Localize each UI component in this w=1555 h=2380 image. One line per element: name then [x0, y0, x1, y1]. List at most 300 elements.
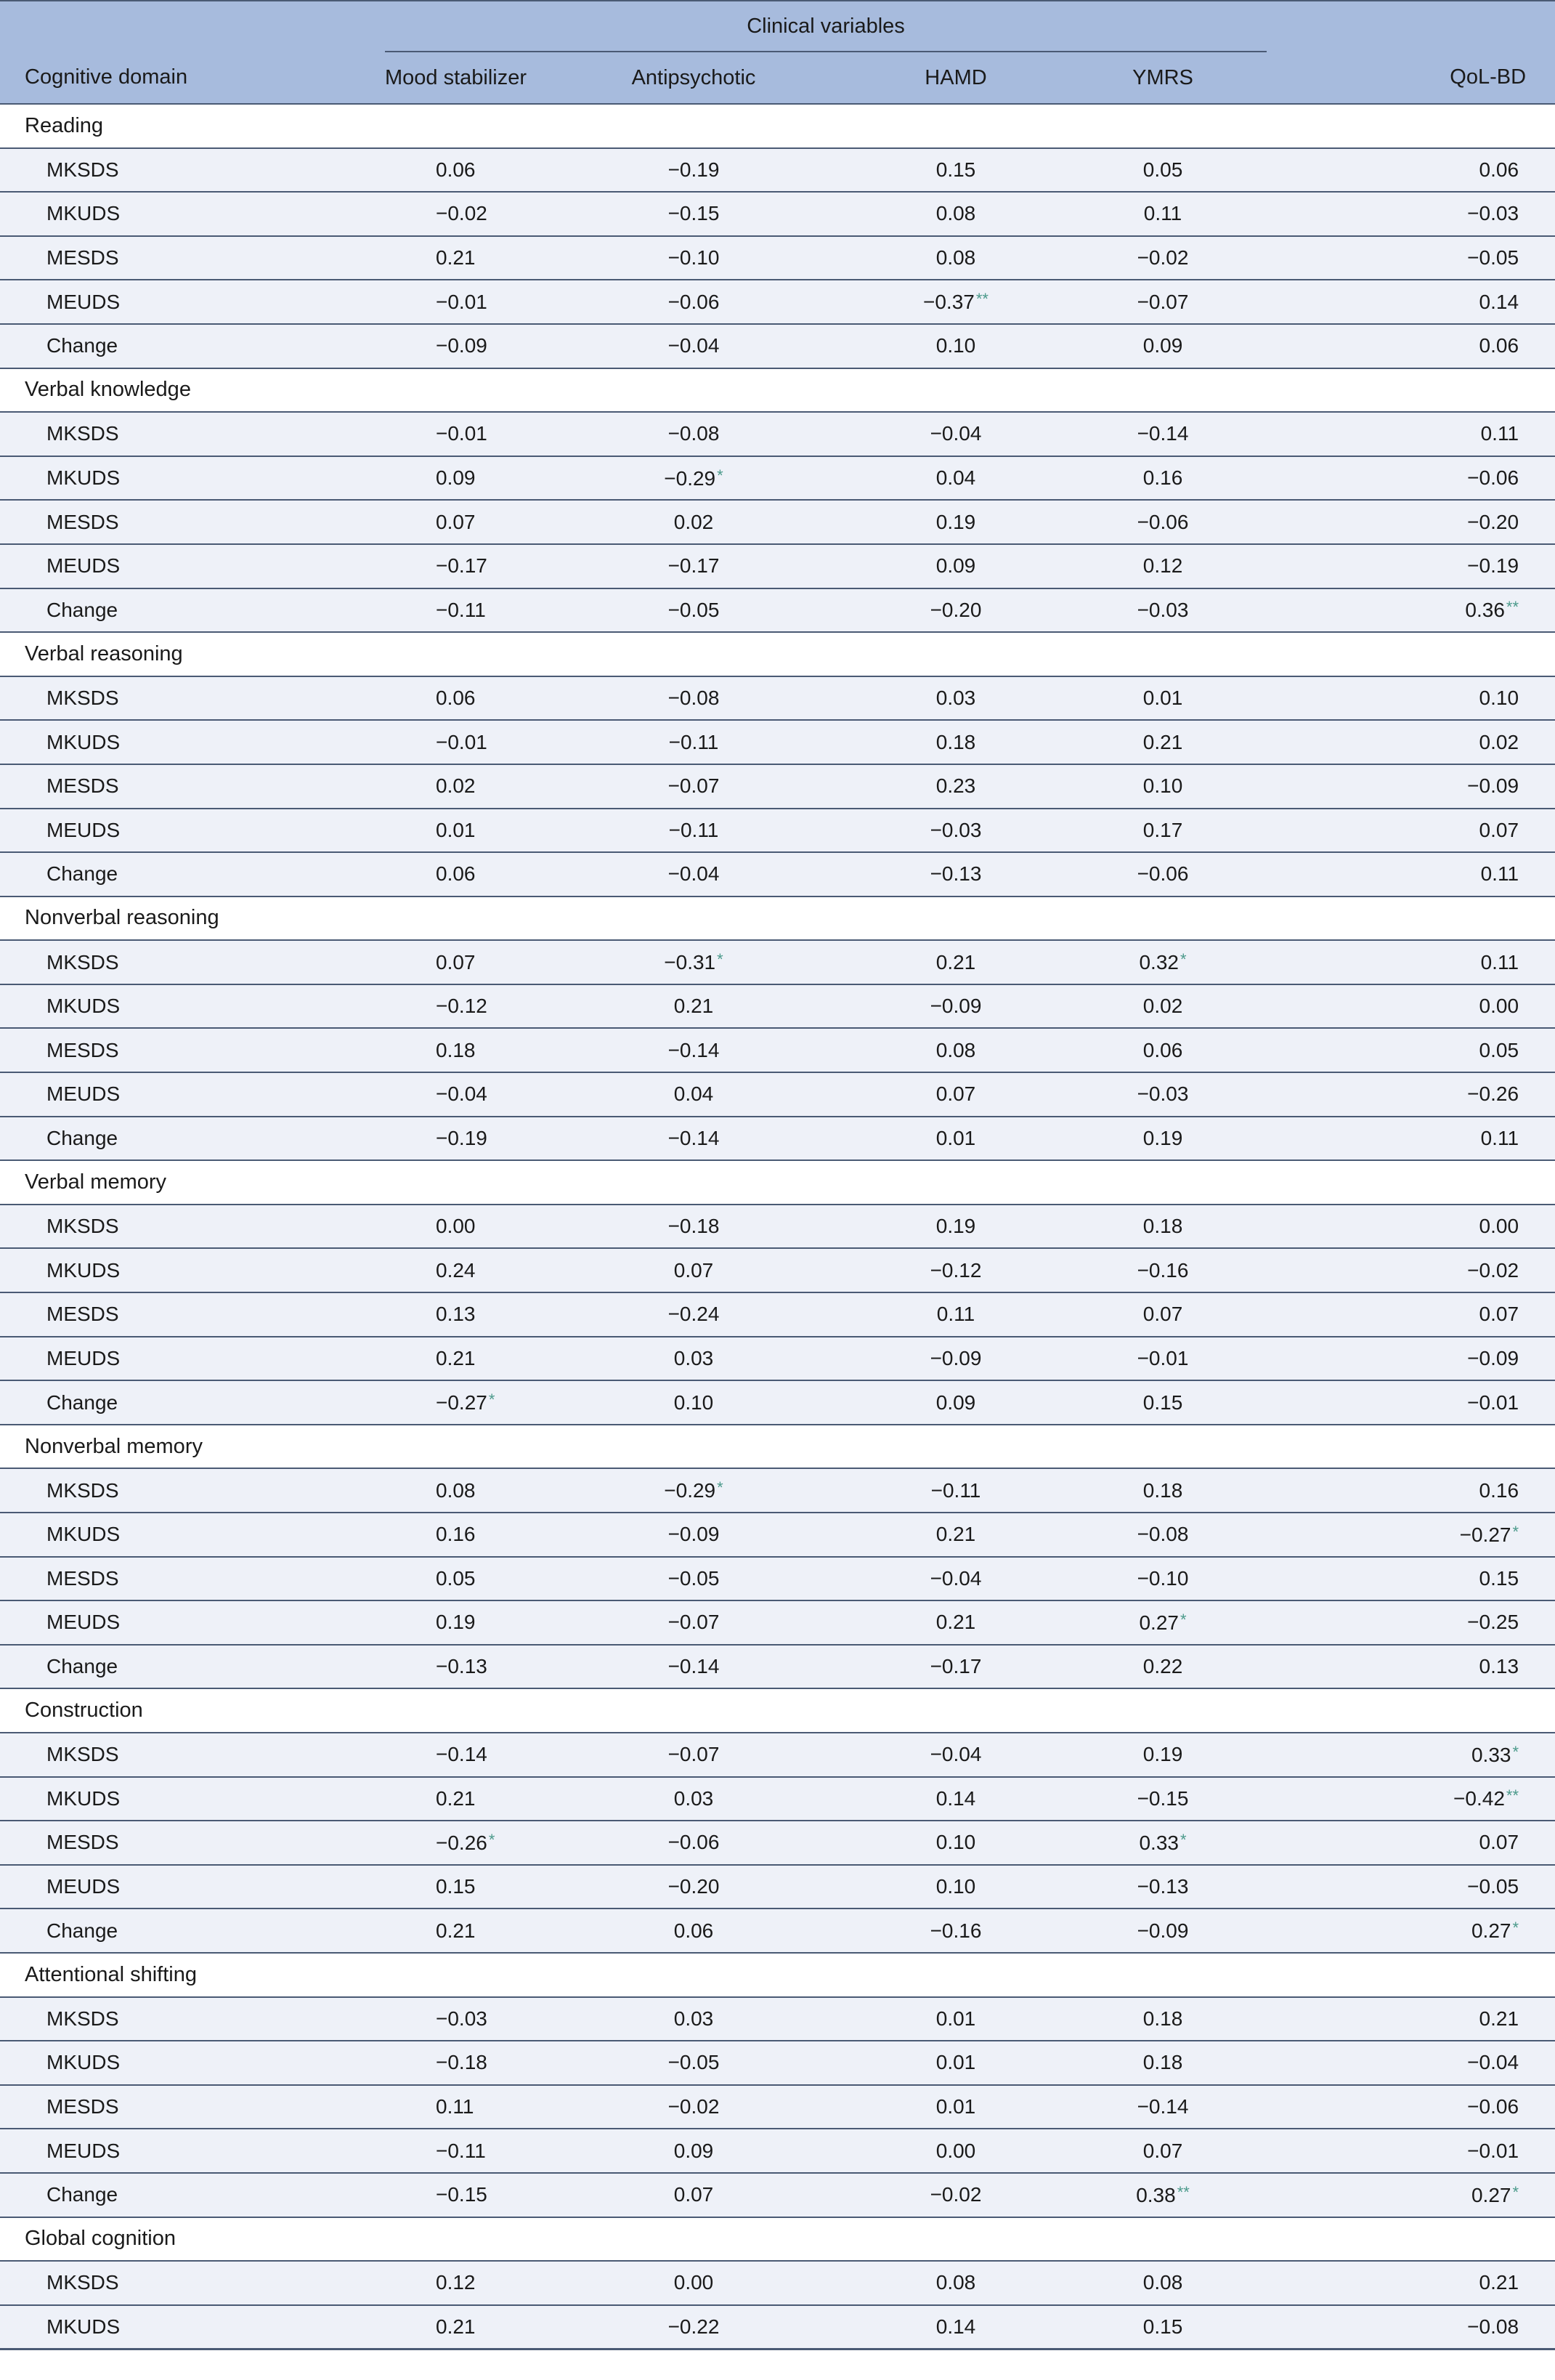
- cell-value: 0.00: [935, 2139, 976, 2162]
- clinical-variables-header: Clinical variables: [385, 1, 1267, 52]
- cell-ymrs: [1059, 1645, 1267, 1689]
- section-label: Global cognition: [0, 2217, 1555, 2262]
- cell-value: −0.15: [436, 2183, 487, 2206]
- cell-hamd: [853, 676, 1059, 721]
- cell-value: −0.14: [436, 1743, 487, 1766]
- cell-antipsychotic: [535, 1821, 853, 1865]
- cell-antipsychotic: [535, 720, 853, 764]
- cell-mood-stabilizer: [385, 1600, 535, 1645]
- cell-antipsychotic: [535, 1248, 853, 1292]
- cell-ymrs: [1059, 1777, 1267, 1821]
- cell-antipsychotic: [535, 1468, 853, 1513]
- row-label: MEUDS: [0, 280, 385, 324]
- cell-value: −0.02: [1137, 246, 1189, 270]
- cell-value: 0.36: [1465, 599, 1505, 622]
- cell-value: 0.08: [935, 2271, 976, 2294]
- cell-value: 0.17: [1142, 818, 1183, 841]
- cell-hamd: [853, 148, 1059, 193]
- row-label: MKSDS: [0, 2261, 385, 2305]
- cell-mood-stabilizer: [385, 2173, 535, 2217]
- cell-value: −0.02: [930, 2183, 982, 2206]
- row-label: MEUDS: [0, 1072, 385, 1117]
- cell-antipsychotic: [535, 852, 853, 896]
- cell-ymrs: [1059, 1028, 1267, 1072]
- cell-value: −0.14: [667, 1126, 720, 1149]
- table-row: [0, 1600, 1555, 1645]
- cell-value: 0.09: [1142, 334, 1183, 357]
- row-label: Change: [0, 1380, 385, 1425]
- cell-qol-bd: [1267, 1205, 1555, 1249]
- cell-antipsychotic: [535, 1117, 853, 1161]
- table-row: [0, 148, 1555, 193]
- cell-value: −0.03: [1137, 1082, 1189, 1106]
- row-label: MKUDS: [0, 2305, 385, 2349]
- cell-ymrs: [1059, 940, 1267, 984]
- cell-mood-stabilizer: [385, 2261, 535, 2305]
- cell-antipsychotic: [535, 940, 853, 984]
- table-row: [0, 1028, 1555, 1072]
- cell-value: 0.27: [1471, 2183, 1511, 2206]
- col-header-mood-stabilizer: Mood stabilizer: [385, 52, 535, 104]
- cell-value: 0.33: [1471, 1743, 1511, 1766]
- cell-hamd: [853, 940, 1059, 984]
- cell-hamd: [853, 588, 1059, 633]
- cell-ymrs: [1059, 1821, 1267, 1865]
- row-label: MESDS: [0, 764, 385, 809]
- cell-value: −0.12: [436, 995, 487, 1018]
- cell-mood-stabilizer: [385, 1997, 535, 2041]
- cell-antipsychotic: [535, 1028, 853, 1072]
- table-row: [0, 940, 1555, 984]
- cell-value: 0.19: [935, 510, 976, 533]
- cell-ymrs: [1059, 676, 1267, 721]
- cell-mood-stabilizer: [385, 2041, 535, 2085]
- cell-value: −0.08: [667, 687, 720, 710]
- cell-ymrs: [1059, 720, 1267, 764]
- cell-value: −0.08: [1137, 1523, 1189, 1546]
- cell-qol-bd: [1267, 500, 1555, 544]
- cell-antipsychotic: [535, 2129, 853, 2173]
- table-row: [0, 852, 1555, 896]
- cell-mood-stabilizer: [385, 1557, 535, 1601]
- cell-value: −0.12: [930, 1258, 982, 1282]
- cell-value: 0.38: [1136, 2183, 1176, 2206]
- cell-hamd: [853, 1513, 1059, 1557]
- cell-antipsychotic: [535, 2085, 853, 2129]
- cell-value: −0.26: [436, 1831, 487, 1854]
- cell-value: 0.06: [673, 1919, 714, 1942]
- cell-value: 0.05: [436, 1566, 476, 1590]
- cell-value: −0.16: [1137, 1258, 1189, 1282]
- cell-hamd: [853, 1468, 1059, 1513]
- cell-mood-stabilizer: [385, 544, 535, 588]
- cell-mood-stabilizer: [385, 500, 535, 544]
- cell-ymrs: [1059, 544, 1267, 588]
- table-row: [0, 1777, 1555, 1821]
- cell-ymrs: [1059, 236, 1267, 280]
- cell-qol-bd: [1267, 984, 1555, 1029]
- row-label: MEUDS: [0, 544, 385, 588]
- table-row: [0, 2085, 1555, 2129]
- cell-value: 0.11: [1480, 422, 1519, 445]
- cell-value: 0.06: [436, 687, 476, 710]
- cell-antipsychotic: [535, 676, 853, 721]
- cell-qol-bd: [1267, 1645, 1555, 1689]
- cell-qol-bd: [1267, 412, 1555, 456]
- cell-value: 0.22: [1142, 1655, 1183, 1678]
- cell-value: −0.18: [667, 1215, 720, 1238]
- cell-value: −0.11: [930, 1478, 981, 1502]
- cell-value: −0.24: [667, 1303, 720, 1326]
- cell-antipsychotic: [535, 280, 853, 324]
- significance-marker: *: [1512, 1919, 1519, 1938]
- cell-value: 0.07: [1479, 818, 1519, 841]
- cell-antipsychotic: [535, 1645, 853, 1689]
- cell-mood-stabilizer: [385, 456, 535, 501]
- row-label: MKSDS: [0, 1205, 385, 1249]
- cell-value: −0.07: [1137, 290, 1189, 313]
- row-label: Change: [0, 1909, 385, 1953]
- cell-antipsychotic: [535, 1777, 853, 1821]
- cell-mood-stabilizer: [385, 852, 535, 896]
- row-label: MKUDS: [0, 720, 385, 764]
- cell-qol-bd: [1267, 1600, 1555, 1645]
- cell-mood-stabilizer: [385, 1292, 535, 1337]
- cell-value: 0.07: [673, 2183, 714, 2206]
- cell-mood-stabilizer: [385, 1380, 535, 1425]
- row-label: MKUDS: [0, 1513, 385, 1557]
- cell-ymrs: [1059, 809, 1267, 853]
- cell-value: 0.07: [1479, 1303, 1519, 1326]
- cell-value: −0.05: [667, 1566, 720, 1590]
- cell-ymrs: [1059, 588, 1267, 633]
- cell-value: 0.14: [935, 1786, 976, 1810]
- cell-hamd: [853, 1777, 1059, 1821]
- cell-value: −0.29: [664, 1479, 716, 1502]
- table-row: [0, 1117, 1555, 1161]
- significance-marker: **: [1177, 2182, 1190, 2201]
- cell-mood-stabilizer: [385, 324, 535, 368]
- cell-qol-bd: [1267, 280, 1555, 324]
- table-row: [0, 764, 1555, 809]
- cell-mood-stabilizer: [385, 1645, 535, 1689]
- cell-value: −0.07: [667, 774, 720, 798]
- cell-value: 0.21: [1142, 730, 1183, 753]
- cell-value: 0.07: [935, 1082, 976, 1106]
- cell-value: 0.21: [436, 2315, 476, 2338]
- cell-value: −0.06: [1467, 466, 1519, 490]
- cell-value: −0.04: [1467, 2051, 1519, 2074]
- cell-mood-stabilizer: [385, 2305, 535, 2349]
- cell-antipsychotic: [535, 1733, 853, 1777]
- cell-ymrs: [1059, 280, 1267, 324]
- cell-ymrs: [1059, 1292, 1267, 1337]
- cell-value: 0.08: [935, 202, 976, 225]
- row-label: MEUDS: [0, 1337, 385, 1381]
- significance-marker: *: [717, 1478, 723, 1497]
- cell-value: −0.14: [667, 1655, 720, 1678]
- cognitive-domain-header: Cognitive domain: [0, 52, 385, 104]
- cell-hamd: [853, 1205, 1059, 1249]
- cell-value: −0.20: [1467, 510, 1519, 533]
- cell-hamd: [853, 2085, 1059, 2129]
- significance-marker: **: [1506, 1786, 1519, 1805]
- cell-value: 0.13: [1479, 1655, 1519, 1678]
- cell-value: 0.18: [1142, 1478, 1183, 1502]
- cell-qol-bd: [1267, 1557, 1555, 1601]
- cell-value: −0.03: [436, 2007, 487, 2030]
- cell-ymrs: [1059, 412, 1267, 456]
- significance-marker: *: [717, 950, 723, 969]
- cell-ymrs: [1059, 2173, 1267, 2217]
- table-row: [0, 2129, 1555, 2173]
- section-label: Verbal knowledge: [0, 368, 1555, 413]
- cell-value: 0.05: [1479, 1038, 1519, 1061]
- cell-qol-bd: [1267, 192, 1555, 236]
- cell-value: 0.02: [1479, 730, 1519, 753]
- cell-value: 0.01: [436, 818, 476, 841]
- cell-value: 0.21: [935, 1611, 976, 1634]
- cell-value: 0.06: [1142, 1038, 1183, 1061]
- cell-value: 0.15: [436, 1875, 476, 1898]
- cell-hamd: [853, 412, 1059, 456]
- cell-value: −0.09: [1467, 1346, 1519, 1369]
- cell-hamd: [853, 456, 1059, 501]
- cell-antipsychotic: [535, 1865, 853, 1909]
- cell-qol-bd: [1267, 1380, 1555, 1425]
- row-label: MKUDS: [0, 1777, 385, 1821]
- row-label: MKSDS: [0, 412, 385, 456]
- cell-qol-bd: [1267, 1513, 1555, 1557]
- cell-qol-bd: [1267, 1072, 1555, 1117]
- row-label: MKSDS: [0, 148, 385, 193]
- row-label: MESDS: [0, 500, 385, 544]
- cell-mood-stabilizer: [385, 720, 535, 764]
- cell-value: −0.05: [667, 2051, 720, 2074]
- cell-value: 0.21: [436, 1786, 476, 1810]
- cell-ymrs: [1059, 148, 1267, 193]
- cell-value: 0.18: [1142, 2007, 1183, 2030]
- section-row: [0, 1688, 1555, 1733]
- cell-qol-bd: [1267, 324, 1555, 368]
- cell-value: 0.01: [935, 2095, 976, 2118]
- cell-value: −0.26: [1467, 1082, 1519, 1106]
- cell-hamd: [853, 984, 1059, 1029]
- section-label: Construction: [0, 1688, 1555, 1733]
- cell-value: 0.18: [935, 730, 976, 753]
- cell-value: 0.04: [935, 466, 976, 490]
- section-row: [0, 1425, 1555, 1469]
- cell-qol-bd: [1267, 676, 1555, 721]
- cell-value: 0.11: [436, 2095, 474, 2118]
- cell-mood-stabilizer: [385, 588, 535, 633]
- cell-value: 0.32: [1139, 951, 1179, 974]
- cell-value: 0.23: [935, 774, 976, 798]
- table-row: [0, 984, 1555, 1029]
- row-label: MESDS: [0, 1821, 385, 1865]
- cell-antipsychotic: [535, 1205, 853, 1249]
- cell-hamd: [853, 720, 1059, 764]
- cell-value: −0.13: [930, 862, 982, 886]
- cell-qol-bd: [1267, 236, 1555, 280]
- section-row: [0, 1953, 1555, 1997]
- cell-antipsychotic: [535, 764, 853, 809]
- cell-value: 0.21: [673, 995, 714, 1018]
- cell-qol-bd: [1267, 588, 1555, 633]
- table-row: [0, 236, 1555, 280]
- cell-value: 0.15: [935, 158, 976, 181]
- cell-ymrs: [1059, 764, 1267, 809]
- cell-value: 0.21: [1479, 2007, 1519, 2030]
- cell-hamd: [853, 2129, 1059, 2173]
- row-label: Change: [0, 1117, 385, 1161]
- row-label: MEUDS: [0, 2129, 385, 2173]
- significance-marker: *: [1180, 1830, 1187, 1849]
- cell-ymrs: [1059, 1600, 1267, 1645]
- cell-value: −0.06: [1467, 2095, 1519, 2118]
- cell-value: 0.09: [436, 466, 476, 490]
- cell-mood-stabilizer: [385, 412, 535, 456]
- cell-value: 0.18: [1142, 2051, 1183, 2074]
- cell-antipsychotic: [535, 2305, 853, 2349]
- cell-hamd: [853, 2173, 1059, 2217]
- table-row: [0, 676, 1555, 721]
- table-row: [0, 588, 1555, 633]
- cell-qol-bd: [1267, 764, 1555, 809]
- cell-antipsychotic: [535, 1380, 853, 1425]
- cell-value: −0.03: [930, 818, 982, 841]
- section-label: Verbal memory: [0, 1160, 1555, 1205]
- significance-marker: **: [975, 290, 988, 309]
- cell-antipsychotic: [535, 456, 853, 501]
- cell-mood-stabilizer: [385, 280, 535, 324]
- cell-value: 0.16: [1479, 1478, 1519, 1502]
- cell-ymrs: [1059, 1117, 1267, 1161]
- cell-value: 0.11: [1480, 950, 1519, 974]
- row-label: MEUDS: [0, 1600, 385, 1645]
- row-label: Change: [0, 2173, 385, 2217]
- cell-value: −0.06: [1137, 510, 1189, 533]
- cell-value: 0.10: [935, 334, 976, 357]
- cell-value: −0.06: [667, 290, 720, 313]
- cell-value: 0.06: [436, 862, 476, 886]
- cell-value: 0.03: [673, 1346, 714, 1369]
- cell-value: 0.02: [436, 774, 476, 798]
- cell-antipsychotic: [535, 192, 853, 236]
- cell-value: 0.00: [1479, 995, 1519, 1018]
- cell-value: −0.15: [1137, 1786, 1189, 1810]
- cell-ymrs: [1059, 1205, 1267, 1249]
- cell-antipsychotic: [535, 1909, 853, 1953]
- cell-mood-stabilizer: [385, 1028, 535, 1072]
- cell-value: −0.09: [1467, 774, 1519, 798]
- cell-mood-stabilizer: [385, 1733, 535, 1777]
- row-label: MESDS: [0, 2085, 385, 2129]
- cell-ymrs: [1059, 2305, 1267, 2349]
- cell-value: 0.07: [1479, 1831, 1519, 1854]
- table-row: [0, 2305, 1555, 2349]
- row-label: Change: [0, 588, 385, 633]
- col-header-ymrs: YMRS: [1059, 52, 1267, 104]
- cell-value: −0.01: [1467, 1391, 1519, 1414]
- cell-value: −0.09: [436, 334, 487, 357]
- cell-mood-stabilizer: [385, 1513, 535, 1557]
- cell-hamd: [853, 1028, 1059, 1072]
- col-header-qol-bd: QoL-BD: [1267, 52, 1555, 104]
- section-label: Nonverbal reasoning: [0, 896, 1555, 941]
- cell-value: 0.18: [436, 1038, 476, 1061]
- significance-marker: *: [1512, 2182, 1519, 2201]
- cell-antipsychotic: [535, 412, 853, 456]
- table-row: [0, 2041, 1555, 2085]
- cell-qol-bd: [1267, 852, 1555, 896]
- cell-ymrs: [1059, 1513, 1267, 1557]
- cell-value: 0.08: [935, 1038, 976, 1061]
- cell-ymrs: [1059, 1865, 1267, 1909]
- cell-hamd: [853, 1292, 1059, 1337]
- cell-value: −0.11: [436, 2139, 486, 2162]
- cell-qol-bd: [1267, 1821, 1555, 1865]
- cell-ymrs: [1059, 1248, 1267, 1292]
- cell-value: 0.07: [1142, 1303, 1183, 1326]
- cell-value: 0.03: [673, 1786, 714, 1810]
- cell-value: 0.09: [935, 1391, 976, 1414]
- cell-value: 0.16: [1142, 466, 1183, 490]
- cell-value: 0.21: [935, 950, 976, 974]
- row-label: MESDS: [0, 1028, 385, 1072]
- cell-value: −0.01: [1137, 1346, 1189, 1369]
- cell-value: 0.14: [1479, 290, 1519, 313]
- cell-value: −0.03: [1137, 598, 1189, 621]
- cell-value: 0.14: [935, 2315, 976, 2338]
- cell-value: 0.09: [935, 554, 976, 578]
- cell-value: 0.18: [1142, 1215, 1183, 1238]
- cell-qol-bd: [1267, 2261, 1555, 2305]
- cell-qol-bd: [1267, 1117, 1555, 1161]
- cell-value: 0.33: [1139, 1831, 1179, 1854]
- cell-mood-stabilizer: [385, 1205, 535, 1249]
- cell-value: −0.08: [1467, 2315, 1519, 2338]
- cell-antipsychotic: [535, 1072, 853, 1117]
- cell-value: −0.13: [1137, 1875, 1189, 1898]
- cell-value: −0.11: [668, 818, 719, 841]
- cell-value: −0.29: [664, 466, 716, 490]
- section-label: Reading: [0, 104, 1555, 148]
- cell-value: −0.04: [667, 862, 720, 886]
- table-row: [0, 1645, 1555, 1689]
- cell-value: 0.21: [436, 1919, 476, 1942]
- cell-hamd: [853, 1248, 1059, 1292]
- cell-value: −0.19: [1467, 554, 1519, 578]
- cell-value: −0.37: [923, 291, 975, 314]
- cell-value: 0.11: [1143, 202, 1182, 225]
- cell-value: 0.12: [1142, 554, 1183, 578]
- cell-qol-bd: [1267, 544, 1555, 588]
- row-label: Change: [0, 852, 385, 896]
- table-body: [0, 104, 1555, 2349]
- cell-qol-bd: [1267, 1865, 1555, 1909]
- section-label: Verbal reasoning: [0, 632, 1555, 676]
- cell-value: 0.11: [1480, 862, 1519, 886]
- cell-hamd: [853, 280, 1059, 324]
- cell-value: 0.06: [1479, 158, 1519, 181]
- cell-ymrs: [1059, 1733, 1267, 1777]
- cell-qol-bd: [1267, 1909, 1555, 1953]
- cell-value: −0.04: [930, 1566, 982, 1590]
- cell-value: 0.19: [935, 1215, 976, 1238]
- cell-value: 0.08: [935, 246, 976, 270]
- significance-marker: *: [488, 1391, 495, 1409]
